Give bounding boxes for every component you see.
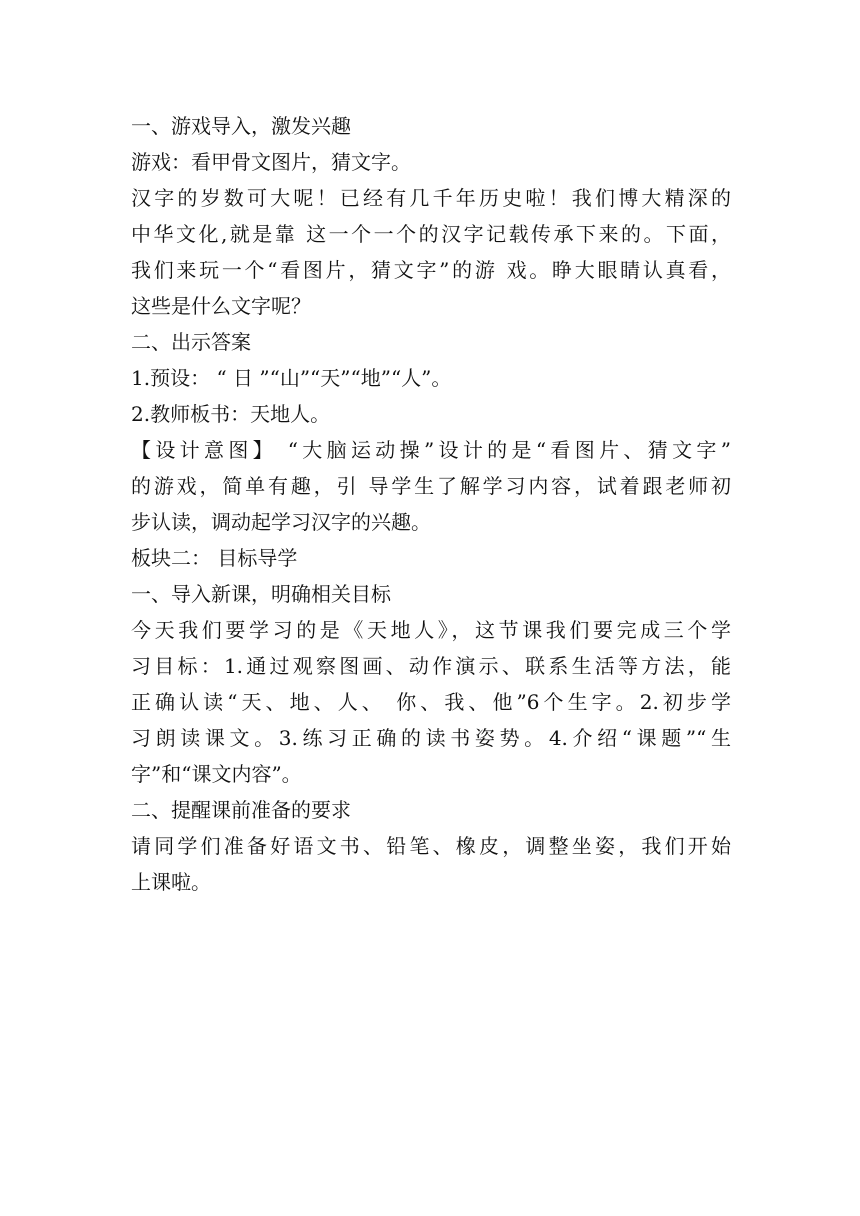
paragraph-line: 我们来玩一个“看图片，猜文字”的游 戏。睁大眼睛认真看， [131,258,731,282]
paragraph-line: 今天我们要学习的是《天地人》，这节课我们要完成三个学 [131,618,731,642]
paragraph-line: 请同学们准备好语文书、铅笔、橡皮，调整坐姿，我们开始 [131,834,731,858]
paragraph-line: 的游戏，简单有趣，引 导学生了解学习内容，试着跟老师初 [131,474,731,498]
heading-objectives: 一、导入新课，明确相关目标 [131,582,391,606]
paragraph-line: 步认读，调动起学习汉字的兴趣。 [131,510,431,534]
paragraph-line: 1.预设： “ 日 ”“山”“天”“地”“人”。 [131,366,452,390]
paragraph-line: 2.教师板书：天地人。 [131,402,331,426]
paragraph-line: 游戏：看甲骨文图片，猜文字。 [131,150,411,174]
heading-answers: 二、出示答案 [131,330,251,354]
heading-section-two: 板块二： 目标导学 [131,546,298,570]
paragraph-line: 正确认读“天、地、人、 你、我、他”6个生字。2.初步学 [131,690,731,714]
paragraph-line: 中华文化,就是靠 这一个一个的汉字记载传承下来的。下面， [131,222,731,246]
heading-game-intro: 一、游戏导入，激发兴趣 [131,114,351,138]
paragraph-line: 这些是什么文字呢？ [131,294,311,318]
document-body [131,108,731,900]
paragraph-line: 字”和“课文内容”。 [131,762,302,786]
heading-preparation: 二、提醒课前准备的要求 [131,798,351,822]
paragraph-line: 上课啦。 [131,870,211,894]
paragraph-line: 【设计意图】 “大脑运动操”设计的是“看图片、猜文字” [131,438,731,462]
paragraph-line: 习目标：1.通过观察图画、动作演示、联系生活等方法，能 [131,654,731,678]
paragraph-line: 习朗读课文。3.练习正确的读书姿势。4.介绍“课题”“生 [131,726,731,750]
paragraph-line: 汉字的岁数可大呢！已经有几千年历史啦！我们博大精深的 [131,186,731,210]
